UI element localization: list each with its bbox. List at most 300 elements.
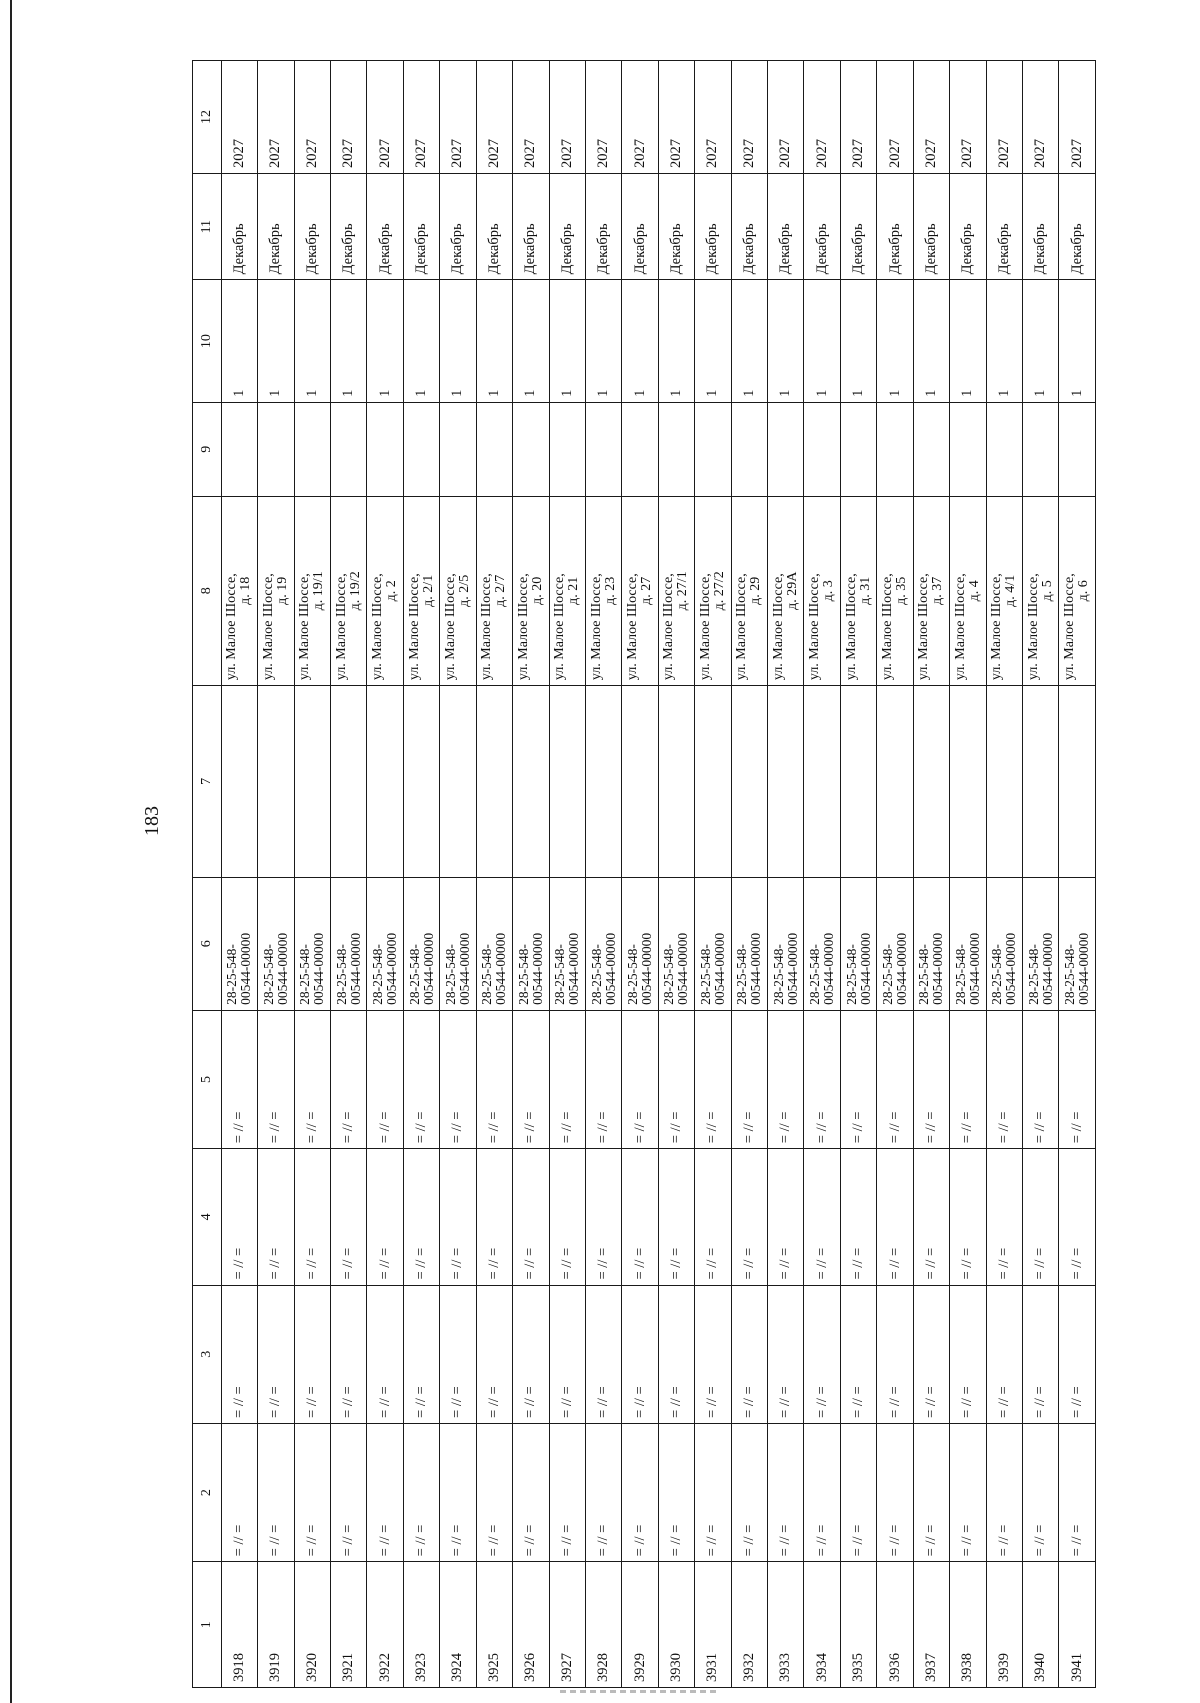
empty-cell — [549, 686, 585, 878]
empty-cell — [950, 402, 986, 496]
table-row — [986, 61, 1022, 1688]
count-cell: 1 — [476, 280, 512, 402]
address-street: ул. Малое Шоссе, — [260, 573, 276, 681]
code-cell — [513, 877, 549, 1010]
table-row — [731, 61, 767, 1688]
ditto-cell: = // = — [840, 1285, 876, 1423]
code-line-1: 28-25-548- — [1062, 944, 1078, 1005]
header-row — [193, 61, 222, 1688]
code-line-1: 28-25-548- — [843, 944, 859, 1005]
year-cell: 2027 — [840, 61, 876, 174]
count-cell: 1 — [440, 280, 476, 402]
address-house: д. 3 — [821, 580, 837, 602]
ditto-cell: = // = — [658, 1010, 694, 1148]
address-street: ул. Малое Шоссе, — [989, 573, 1005, 681]
code-line-1: 28-25-548- — [588, 944, 604, 1005]
ditto-cell: = // = — [731, 1285, 767, 1423]
code-line-1: 28-25-548- — [406, 944, 422, 1005]
address-street: ул. Малое Шоссе, — [588, 573, 604, 681]
empty-cell — [1023, 402, 1059, 496]
ditto-cell: = // = — [258, 1423, 294, 1561]
code-cell — [294, 877, 330, 1010]
code-line-2: 00544-00000 — [857, 932, 873, 1005]
address-street: ул. Малое Шоссе, — [1062, 573, 1078, 681]
month-cell: Декабрь — [403, 173, 439, 279]
row-number-cell: 3918 — [221, 1562, 257, 1688]
row-number-cell: 3933 — [768, 1562, 804, 1688]
code-cell — [731, 877, 767, 1010]
year-cell: 2027 — [658, 61, 694, 174]
empty-cell — [1059, 686, 1096, 878]
ditto-cell: = // = — [367, 1010, 403, 1148]
ditto-cell: = // = — [403, 1010, 439, 1148]
empty-cell — [950, 686, 986, 878]
ditto-cell: = // = — [221, 1423, 257, 1561]
empty-cell — [221, 402, 257, 496]
address-cell — [258, 496, 294, 686]
code-line-1: 28-25-548- — [333, 944, 349, 1005]
count-cell: 1 — [913, 280, 949, 402]
ditto-cell: = // = — [622, 1010, 658, 1148]
empty-cell — [513, 686, 549, 878]
row-number-cell: 3936 — [877, 1562, 913, 1688]
year-cell: 2027 — [913, 61, 949, 174]
month-cell: Декабрь — [440, 173, 476, 279]
ditto-cell: = // = — [440, 1149, 476, 1285]
month-cell: Декабрь — [986, 173, 1022, 279]
month-cell: Декабрь — [294, 173, 330, 279]
ditto-cell: = // = — [585, 1423, 621, 1561]
empty-cell — [403, 686, 439, 878]
ditto-cell: = // = — [804, 1010, 840, 1148]
table-row — [258, 61, 294, 1688]
ditto-cell: = // = — [622, 1423, 658, 1561]
ditto-cell: = // = — [294, 1285, 330, 1423]
address-street: ул. Малое Шоссе, — [515, 573, 531, 681]
empty-cell — [294, 402, 330, 496]
code-line-2: 00544-00000 — [1039, 932, 1055, 1005]
empty-cell — [549, 402, 585, 496]
code-line-1: 28-25-548- — [479, 944, 495, 1005]
ditto-cell: = // = — [986, 1149, 1022, 1285]
ditto-cell: = // = — [440, 1010, 476, 1148]
ditto-cell: = // = — [658, 1149, 694, 1285]
ditto-cell: = // = — [804, 1285, 840, 1423]
table-row — [221, 61, 257, 1688]
year-cell: 2027 — [403, 61, 439, 174]
row-number-cell: 3927 — [549, 1562, 585, 1688]
address-house: д. 19/1 — [311, 571, 327, 611]
year-cell: 2027 — [950, 61, 986, 174]
code-line-2: 00544-00000 — [748, 932, 764, 1005]
address-house: д. 18 — [238, 576, 254, 605]
count-cell: 1 — [1023, 280, 1059, 402]
ditto-cell: = // = — [731, 1010, 767, 1148]
ditto-cell: = // = — [695, 1423, 731, 1561]
code-cell — [258, 877, 294, 1010]
year-cell: 2027 — [1059, 61, 1096, 174]
year-cell: 2027 — [330, 61, 366, 174]
month-cell: Декабрь — [221, 173, 257, 279]
count-cell: 1 — [950, 280, 986, 402]
column-header: 4 — [193, 1149, 222, 1285]
table-row — [367, 61, 403, 1688]
code-line-2: 00544-00000 — [456, 932, 472, 1005]
address-house: д. 4/1 — [1003, 574, 1019, 607]
ditto-cell: = // = — [840, 1149, 876, 1285]
code-cell — [658, 877, 694, 1010]
empty-cell — [658, 402, 694, 496]
ditto-cell: = // = — [403, 1285, 439, 1423]
ditto-cell: = // = — [731, 1423, 767, 1561]
address-house: д. 20 — [529, 576, 545, 605]
column-header: 3 — [193, 1285, 222, 1423]
count-cell: 1 — [330, 280, 366, 402]
ditto-cell: = // = — [695, 1010, 731, 1148]
ditto-cell: = // = — [695, 1285, 731, 1423]
ditto-cell: = // = — [476, 1010, 512, 1148]
table-row — [804, 61, 840, 1688]
address-house: д. 27 — [639, 576, 655, 605]
code-line-1: 28-25-548- — [297, 944, 313, 1005]
year-cell: 2027 — [513, 61, 549, 174]
address-cell — [585, 496, 621, 686]
code-cell — [476, 877, 512, 1010]
code-cell — [877, 877, 913, 1010]
code-line-2: 00544-00000 — [529, 932, 545, 1005]
address-street: ул. Малое Шоссе, — [843, 573, 859, 681]
empty-cell — [695, 686, 731, 878]
empty-cell — [658, 686, 694, 878]
ditto-cell: = // = — [913, 1423, 949, 1561]
code-line-1: 28-25-548- — [625, 944, 641, 1005]
code-cell — [986, 877, 1022, 1010]
empty-cell — [476, 402, 512, 496]
code-line-1: 28-25-548- — [952, 944, 968, 1005]
ditto-cell: = // = — [913, 1010, 949, 1148]
year-cell: 2027 — [804, 61, 840, 174]
ditto-cell: = // = — [367, 1423, 403, 1561]
month-cell: Декабрь — [622, 173, 658, 279]
address-street: ул. Малое Шоссе, — [406, 573, 422, 681]
code-cell — [622, 877, 658, 1010]
row-number-cell: 3919 — [258, 1562, 294, 1688]
address-cell — [877, 496, 913, 686]
address-cell — [367, 496, 403, 686]
address-street: ул. Малое Шоссе, — [1025, 573, 1041, 681]
table-row — [440, 61, 476, 1688]
ditto-cell: = // = — [622, 1285, 658, 1423]
address-cell — [804, 496, 840, 686]
row-number-cell: 3921 — [330, 1562, 366, 1688]
column-header: 6 — [193, 877, 222, 1010]
address-street: ул. Малое Шоссе, — [370, 573, 386, 681]
ditto-cell: = // = — [221, 1010, 257, 1148]
address-cell — [622, 496, 658, 686]
code-cell — [1059, 877, 1096, 1010]
ditto-cell: = // = — [1023, 1423, 1059, 1561]
empty-cell — [367, 686, 403, 878]
ditto-cell: = // = — [913, 1149, 949, 1285]
ditto-cell: = // = — [768, 1149, 804, 1285]
ditto-cell: = // = — [658, 1285, 694, 1423]
ditto-cell: = // = — [986, 1285, 1022, 1423]
row-number-cell: 3938 — [950, 1562, 986, 1688]
ditto-cell: = // = — [513, 1285, 549, 1423]
code-line-2: 00544-00000 — [930, 932, 946, 1005]
address-cell — [330, 496, 366, 686]
ditto-cell: = // = — [549, 1285, 585, 1423]
count-cell: 1 — [403, 280, 439, 402]
ditto-cell: = // = — [658, 1423, 694, 1561]
address-street: ул. Малое Шоссе, — [697, 573, 713, 681]
row-number-cell: 3924 — [440, 1562, 476, 1688]
address-house: д. 27/2 — [711, 571, 727, 611]
address-cell — [658, 496, 694, 686]
ditto-cell: = // = — [549, 1010, 585, 1148]
table-row — [549, 61, 585, 1688]
month-cell: Декабрь — [258, 173, 294, 279]
row-number-cell: 3932 — [731, 1562, 767, 1688]
code-line-2: 00544-00000 — [894, 932, 910, 1005]
code-cell — [840, 877, 876, 1010]
ditto-cell: = // = — [877, 1423, 913, 1561]
empty-cell — [840, 686, 876, 878]
code-line-2: 00544-00000 — [566, 932, 582, 1005]
empty-cell — [768, 686, 804, 878]
count-cell: 1 — [768, 280, 804, 402]
address-cell — [403, 496, 439, 686]
code-line-2: 00544-00000 — [1003, 932, 1019, 1005]
page-number: 183 — [141, 806, 163, 836]
code-cell — [1023, 877, 1059, 1010]
address-cell — [986, 496, 1022, 686]
ditto-cell: = // = — [513, 1149, 549, 1285]
address-cell — [731, 496, 767, 686]
column-header: 8 — [193, 496, 222, 686]
address-house: д. 2/1 — [420, 574, 436, 607]
table-row — [768, 61, 804, 1688]
year-cell: 2027 — [877, 61, 913, 174]
count-cell: 1 — [695, 280, 731, 402]
table-row — [585, 61, 621, 1688]
count-cell: 1 — [367, 280, 403, 402]
empty-cell — [804, 402, 840, 496]
ditto-cell: = // = — [549, 1149, 585, 1285]
year-cell: 2027 — [440, 61, 476, 174]
row-number-cell: 3925 — [476, 1562, 512, 1688]
code-cell — [403, 877, 439, 1010]
ditto-cell: = // = — [549, 1423, 585, 1561]
month-cell: Декабрь — [840, 173, 876, 279]
empty-cell — [1023, 686, 1059, 878]
code-line-2: 00544-00000 — [821, 932, 837, 1005]
address-street: ул. Малое Шоссе, — [333, 573, 349, 681]
code-line-2: 00544-00000 — [711, 932, 727, 1005]
empty-cell — [986, 686, 1022, 878]
ditto-cell: = // = — [367, 1149, 403, 1285]
address-cell — [513, 496, 549, 686]
ditto-cell: = // = — [330, 1285, 366, 1423]
count-cell: 1 — [986, 280, 1022, 402]
year-cell: 2027 — [476, 61, 512, 174]
year-cell: 2027 — [585, 61, 621, 174]
month-cell: Декабрь — [731, 173, 767, 279]
count-cell: 1 — [658, 280, 694, 402]
table-row — [950, 61, 986, 1688]
table-row — [294, 61, 330, 1688]
code-cell — [221, 877, 257, 1010]
ditto-cell: = // = — [440, 1285, 476, 1423]
scan-edge-line — [10, 0, 12, 1703]
table-row — [513, 61, 549, 1688]
ditto-cell: = // = — [1023, 1149, 1059, 1285]
row-number-cell: 3940 — [1023, 1562, 1059, 1688]
empty-cell — [913, 402, 949, 496]
ditto-cell: = // = — [513, 1010, 549, 1148]
address-street: ул. Малое Шоссе, — [442, 573, 458, 681]
ditto-cell: = // = — [695, 1149, 731, 1285]
empty-cell — [258, 402, 294, 496]
row-number-cell: 3931 — [695, 1562, 731, 1688]
code-cell — [585, 877, 621, 1010]
ditto-cell: = // = — [476, 1149, 512, 1285]
count-cell: 1 — [294, 280, 330, 402]
address-house: д. 2 — [384, 580, 400, 602]
ditto-cell: = // = — [440, 1423, 476, 1561]
column-header: 9 — [193, 402, 222, 496]
address-house: д. 19 — [274, 576, 290, 605]
month-cell: Декабрь — [695, 173, 731, 279]
ditto-cell: = // = — [950, 1010, 986, 1148]
row-number-cell: 3930 — [658, 1562, 694, 1688]
address-street: ул. Малое Шоссе, — [880, 573, 896, 681]
year-cell: 2027 — [258, 61, 294, 174]
code-line-1: 28-25-548- — [880, 944, 896, 1005]
address-cell — [840, 496, 876, 686]
table-row — [840, 61, 876, 1688]
ditto-cell: = // = — [403, 1149, 439, 1285]
code-cell — [330, 877, 366, 1010]
count-cell: 1 — [731, 280, 767, 402]
address-street: ул. Малое Шоссе, — [625, 573, 641, 681]
month-cell: Декабрь — [476, 173, 512, 279]
ditto-cell: = // = — [330, 1010, 366, 1148]
empty-cell — [221, 686, 257, 878]
code-line-1: 28-25-548- — [734, 944, 750, 1005]
empty-cell — [294, 686, 330, 878]
ditto-cell: = // = — [804, 1149, 840, 1285]
row-number-cell: 3939 — [986, 1562, 1022, 1688]
ditto-cell: = // = — [986, 1010, 1022, 1148]
address-street: ул. Малое Шоссе, — [661, 573, 677, 681]
code-line-1: 28-25-548- — [989, 944, 1005, 1005]
address-cell — [1023, 496, 1059, 686]
address-street: ул. Малое Шоссе, — [479, 573, 495, 681]
code-line-1: 28-25-548- — [661, 944, 677, 1005]
address-house: д. 23 — [602, 576, 618, 605]
ditto-cell: = // = — [294, 1423, 330, 1561]
month-cell: Декабрь — [950, 173, 986, 279]
address-house: д. 27/1 — [675, 571, 691, 611]
table-row — [330, 61, 366, 1688]
row-number-cell: 3935 — [840, 1562, 876, 1688]
address-street: ул. Малое Шоссе, — [297, 573, 313, 681]
code-line-1: 28-25-548- — [442, 944, 458, 1005]
ditto-cell: = // = — [913, 1285, 949, 1423]
code-cell — [695, 877, 731, 1010]
empty-cell — [258, 686, 294, 878]
empty-cell — [840, 402, 876, 496]
year-cell: 2027 — [1023, 61, 1059, 174]
code-line-2: 00544-00000 — [384, 932, 400, 1005]
ditto-cell: = // = — [258, 1010, 294, 1148]
row-number-cell: 3923 — [403, 1562, 439, 1688]
code-line-2: 00544-00000 — [675, 932, 691, 1005]
row-number-cell: 3922 — [367, 1562, 403, 1688]
address-street: ул. Малое Шоссе, — [916, 573, 932, 681]
address-cell — [695, 496, 731, 686]
address-cell — [440, 496, 476, 686]
year-cell: 2027 — [986, 61, 1022, 174]
empty-cell — [330, 686, 366, 878]
code-line-1: 28-25-548- — [807, 944, 823, 1005]
count-cell: 1 — [513, 280, 549, 402]
ditto-cell: = // = — [840, 1423, 876, 1561]
code-line-2: 00544-00000 — [274, 932, 290, 1005]
code-line-1: 28-25-548- — [552, 944, 568, 1005]
ditto-cell: = // = — [768, 1285, 804, 1423]
ditto-cell: = // = — [1059, 1149, 1096, 1285]
month-cell: Декабрь — [913, 173, 949, 279]
ditto-cell: = // = — [840, 1010, 876, 1148]
empty-cell — [330, 402, 366, 496]
empty-cell — [877, 402, 913, 496]
address-house: д. 2/7 — [493, 574, 509, 607]
count-cell: 1 — [622, 280, 658, 402]
column-header: 12 — [193, 61, 222, 174]
code-cell — [768, 877, 804, 1010]
address-street: ул. Малое Шоссе, — [552, 573, 568, 681]
year-cell: 2027 — [768, 61, 804, 174]
address-house: д. 31 — [857, 576, 873, 605]
ditto-cell: = // = — [476, 1285, 512, 1423]
code-line-2: 00544-00000 — [347, 932, 363, 1005]
empty-cell — [622, 402, 658, 496]
address-street: ул. Малое Шоссе, — [807, 573, 823, 681]
count-cell: 1 — [804, 280, 840, 402]
address-house: д. 29А — [784, 571, 800, 610]
column-header: 2 — [193, 1423, 222, 1561]
ditto-cell: = // = — [877, 1285, 913, 1423]
empty-cell — [877, 686, 913, 878]
address-house: д. 37 — [930, 576, 946, 605]
count-cell: 1 — [877, 280, 913, 402]
row-number-cell: 3941 — [1059, 1562, 1096, 1688]
ditto-cell: = // = — [1023, 1285, 1059, 1423]
register-table — [192, 60, 1096, 1688]
code-line-2: 00544-00000 — [1076, 932, 1092, 1005]
address-cell — [1059, 496, 1096, 686]
empty-cell — [622, 686, 658, 878]
code-cell — [804, 877, 840, 1010]
ditto-cell: = // = — [585, 1010, 621, 1148]
code-cell — [549, 877, 585, 1010]
ditto-cell: = // = — [1059, 1285, 1096, 1423]
year-cell: 2027 — [622, 61, 658, 174]
count-cell: 1 — [1059, 280, 1096, 402]
count-cell: 1 — [549, 280, 585, 402]
